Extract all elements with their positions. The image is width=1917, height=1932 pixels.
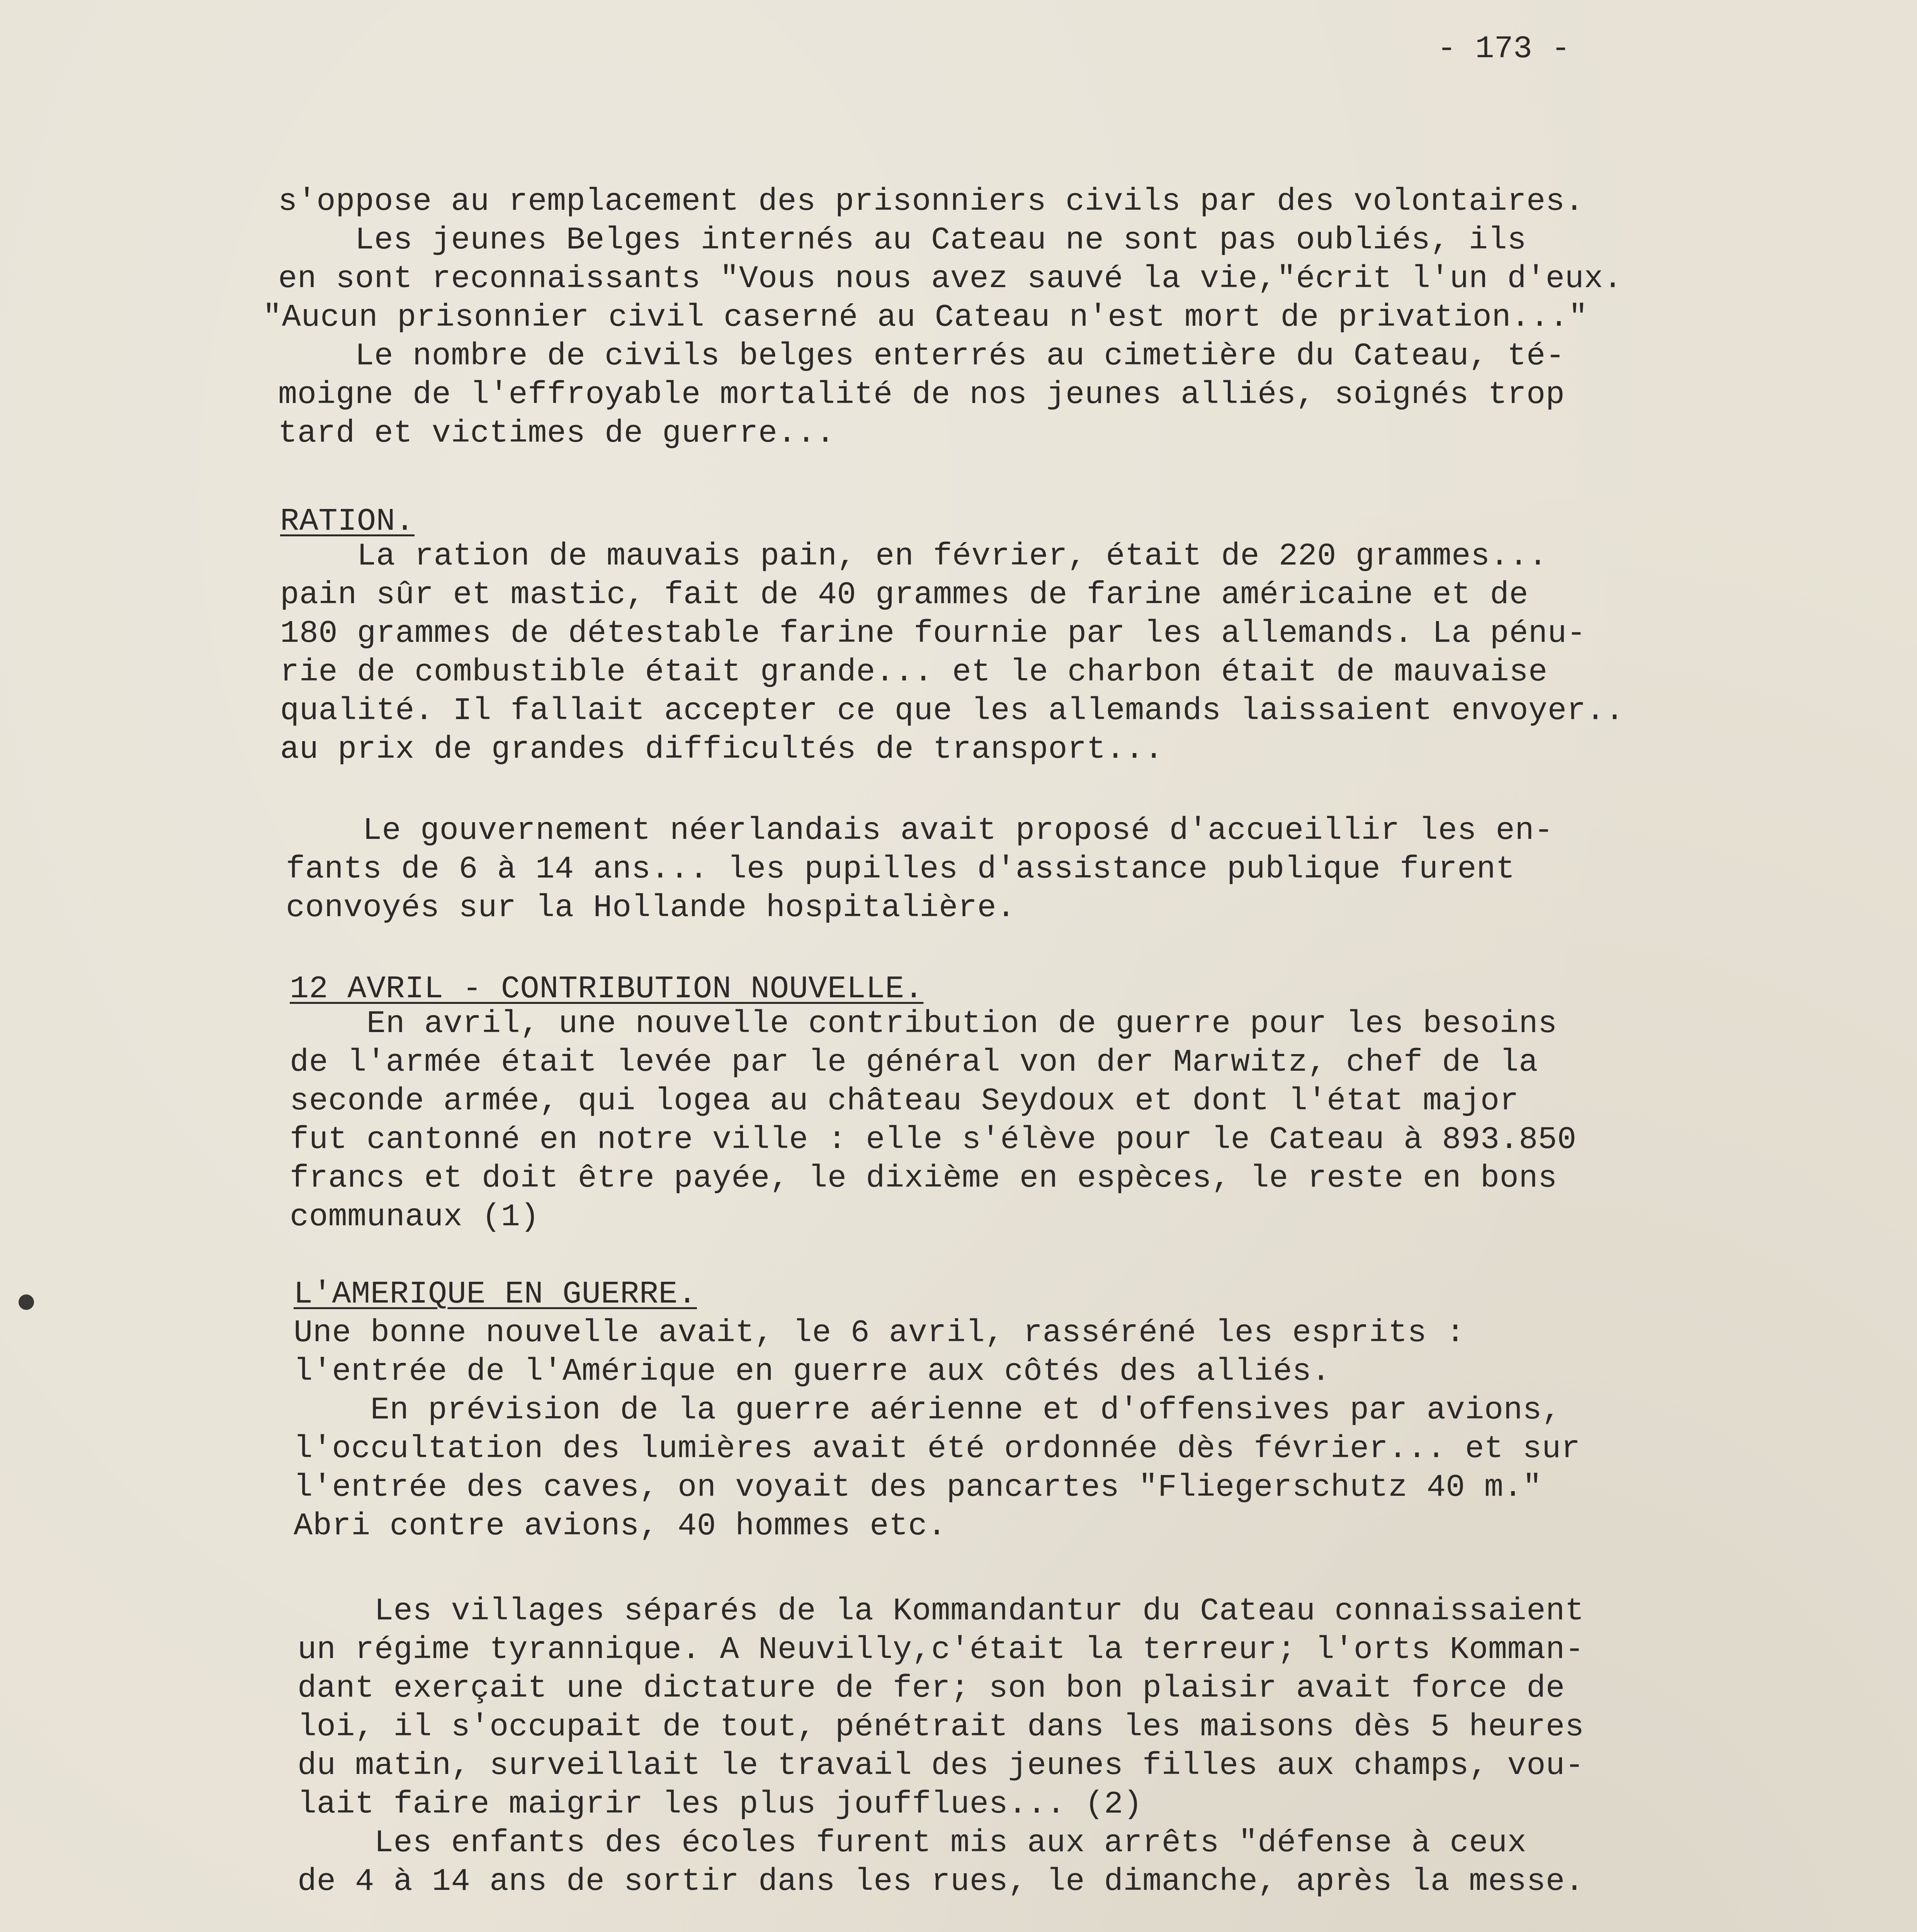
text-line: un régime tyrannique. A Neuvilly,c'était la terreur; l'orts Komman- [297, 1632, 1584, 1668]
text-line: communaux (1) [290, 1199, 540, 1235]
text-line: Une bonne nouvelle avait, le 6 avril, rasséréné les esprits : [294, 1315, 1465, 1351]
section-heading: L'AMERIQUE EN GUERRE. [294, 1276, 697, 1312]
text-line: dant exerçait une dictature de fer; son bon plaisir avait force de [297, 1670, 1565, 1706]
text-line: Les villages séparés de la Kommandantur du Cateau connaissaient [297, 1593, 1584, 1629]
text-line: Les jeunes Belges internés au Cateau ne sont pas oubliés, ils [278, 222, 1527, 258]
text-line: l'occultation des lumières avait été ordonnée dès février... et sur [294, 1431, 1581, 1467]
text-line: 180 grammes de détestable farine fournie par les allemands. La pénu- [280, 616, 1586, 651]
text-line: l'entrée des caves, on voyait des pancartes "Fliegerschutz 40 m." [294, 1469, 1542, 1505]
text-line: l'entrée de l'Amérique en guerre aux côtés des alliés. [294, 1354, 1331, 1389]
text-line: convoyés sur la Hollande hospitalière. [286, 890, 1016, 926]
text-line: fut cantonné en notre ville : elle s'élève pour le Cateau à 893.850 [290, 1122, 1577, 1158]
section-heading: RATION. [280, 503, 415, 539]
page-number: - 173 - [1437, 31, 1570, 67]
text-line: francs et doit être payée, le dixième en espèces, le reste en bons [290, 1160, 1557, 1196]
text-line: au prix de grandes difficultés de transport... [280, 731, 1164, 767]
text-line: La ration de mauvais pain, en février, était de 220 grammes... [280, 538, 1548, 574]
text-line: de 4 à 14 ans de sortir dans les rues, le dimanche, après la messe. [297, 1864, 1584, 1900]
text-line: Les enfants des écoles furent mis aux arrêts "défense à ceux [297, 1825, 1527, 1861]
text-line: qualité. Il fallait accepter ce que les allemands laissaient envoyer.. [280, 693, 1625, 729]
text-line: du matin, surveillait le travail des jeunes filles aux champs, vou- [297, 1748, 1584, 1784]
text-line: En prévision de la guerre aérienne et d'offensives par avions, [294, 1392, 1561, 1428]
text-line: moigne de l'effroyable mortalité de nos jeunes alliés, soignés trop [278, 377, 1565, 413]
text-line: loi, il s'occupait de tout, pénétrait dans les maisons dès 5 heures [297, 1709, 1584, 1745]
text-line: Le gouvernement néerlandais avait proposé d'accueillir les en- [286, 813, 1553, 849]
text-line: tard et victimes de guerre... [278, 415, 835, 451]
text-line: "Aucun prisonnier civil caserné au Cateau n'est mort de privation..." [263, 299, 1588, 335]
text-line: pain sûr et mastic, fait de 40 grammes de farine américaine et de [280, 577, 1529, 613]
section-heading: 12 AVRIL - CONTRIBUTION NOUVELLE. [290, 971, 924, 1007]
text-line: Abri contre avions, 40 hommes etc. [294, 1508, 947, 1544]
text-line: en sont reconnaissants "Vous nous avez sauvé la vie,"écrit l'un d'eux. [278, 261, 1623, 297]
text-line: seconde armée, qui logea au château Seydoux et dont l'état major [290, 1083, 1519, 1119]
text-line: fants de 6 à 14 ans... les pupilles d'assistance publique furent [286, 851, 1515, 887]
text-line: de l'armée était levée par le général von der Marwitz, chef de la [290, 1044, 1538, 1080]
text-line: Le nombre de civils belges enterrés au cimetière du Cateau, té- [278, 338, 1565, 374]
ink-speck [19, 1294, 34, 1310]
text-line: rie de combustible était grande... et le charbon était de mauvaise [280, 654, 1548, 690]
text-line: En avril, une nouvelle contribution de guerre pour les besoins [290, 1006, 1557, 1042]
text-line: lait faire maigrir les plus joufflues... (2) [297, 1786, 1143, 1822]
text-line: s'oppose au remplacement des prisonniers civils par des volontaires. [278, 184, 1584, 219]
